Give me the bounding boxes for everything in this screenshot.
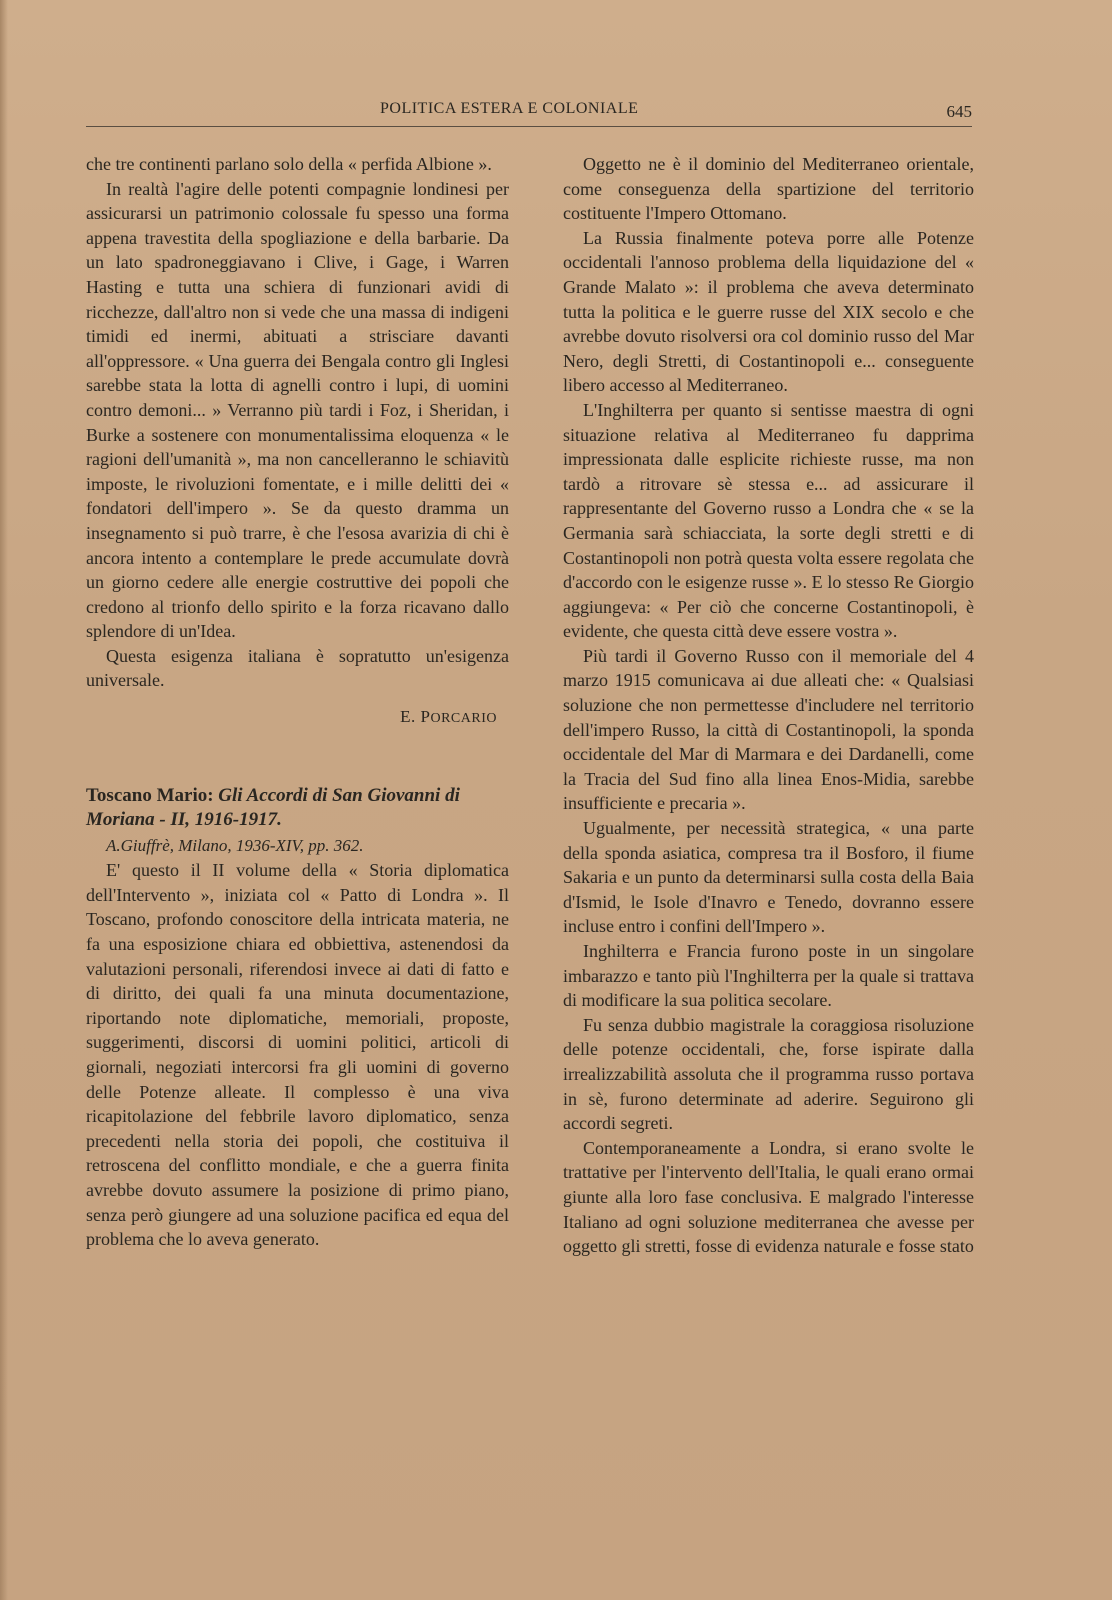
page-header bbox=[86, 100, 972, 130]
review-author: Toscano Mario: bbox=[86, 784, 219, 806]
review-title: Gli Accordi di San Giovanni di Moriana - II, 1916-1917. bbox=[86, 784, 460, 830]
review-publisher: A.Giuffrè, Milano, 1936-XIV, pp. 362. bbox=[106, 835, 364, 855]
paragraph: In realtà l'agire delle potenti compagnie londinesi per assicurarsi un patrimonio colossale fu spesso una forma appena travestita della spogliazione e della barbarie. Da un lato spadroneggiavano i Clive, i Gage, i Warren Hasting e tutta una schiera di funzionari avidi di ricchezze, dall'altro non si vede che una massa di indigeni timidi ed inermi, abituati a strisciare davanti all'oppressore. « Una guerra dei Bengala contro gli Inglesi sarebbe stata la lotta di agnelli contro i lupi, di uomini contro demoni... » Verranno più tardi i Foz, i Sheridan, i Burke a sostenere con monumentalissima eloquenza « le ragioni dell'umanità », ma non cancelleranno le schiavitù imposte, le rivoluzioni fomentate, e i mille delitti dei « fondatori dell'impero ». Se da questo dramma un insegnamento si può trarre, è che l'esosa avarizia di chi è ancora intento a contemplare le prede accumulate dovrà un giorno cedere alle energie costruttive dei popoli che credono al trionfo dello spirito e la forza ricavano dallo splendore di un'Idea. bbox=[86, 178, 509, 642]
paragraph: La Russia finalmente poteva porre alle Potenze occidentali l'annoso problema della liquidazione del « Grande Malato »: il problema che aveva determinato tutta la politica e le guerre russe del XIX secolo e che avrebbe dovuto risolversi ora col dominio russo del Mar Nero, degli Stretti, di Costantinopoli e... conseguente libero accesso al Mediterraneo. bbox=[563, 227, 974, 396]
review-heading bbox=[86, 784, 509, 832]
paragraph: Più tardi il Governo Russo con il memoriale del 4 marzo 1915 comunicava ai due alleati che: « Qualsiasi soluzione che non permettesse d'includere nel territorio dell'impero Russo, la città di Costantinopoli, la sponda occidentale del Mar di Marmara e dei Dardanelli, come la Tracia del Sud fino alla linea Enos-Midia, sarebbe insufficiente e precaria ». bbox=[563, 645, 974, 814]
page-edge bbox=[0, 0, 8, 1600]
header-rule bbox=[86, 126, 972, 127]
author-signature bbox=[86, 705, 509, 732]
signature-initial: E. P bbox=[400, 707, 431, 727]
left-column bbox=[86, 152, 509, 1252]
right-column bbox=[563, 152, 974, 1259]
signature-surname: ORCARIO bbox=[430, 711, 497, 727]
page-number: 645 bbox=[946, 102, 972, 121]
running-head: POLITICA ESTERA E COLONIALE bbox=[380, 100, 639, 117]
paragraph: Fu senza dubbio magistrale la coraggiosa risoluzione delle potenze occidentali, che, forse ispirate dalla irrealizzabilità assoluta che il programma russo portava in sè, furono determinate ad aderire. Seguirono gli accordi segreti. bbox=[563, 1014, 974, 1134]
paragraph: Inghilterra e Francia furono poste in un singolare imbarazzo e tanto più l'Inghilterra per la quale si trattava di modificare la sua politica secolare. bbox=[563, 941, 974, 1011]
paragraph: E' questo il II volume della « Storia diplomatica dell'Intervento », iniziata col « Patto di Londra ». Il Toscano, profondo conoscitore della intricata materia, ne fa una esposizione chiara ed obbiettiva, astenendosi da valutazioni personali, riferendosi invece ai dati di fatto e di diritto, dei quali fa una minuta documentazione, riportando note diplomatiche, memoriali, proposte, suggerimenti, discorsi di uomini politici, articoli di giornali, negoziati intercorsi fra gli uomini di governo delle Potenze alleate. Il complesso è una viva ricapitolazione del febbrile lavoro diplomatico, senza precedenti nella storia dei popoli, che costituiva il retroscena del conflitto mondiale, e che a guerra finita avrebbe dovuto assumere la posizione di primo piano, senza però giungere ad una soluzione pacifica ed equa del problema che lo aveva generato. bbox=[86, 860, 509, 1250]
paragraph: L'Inghilterra per quanto si sentisse maestra di ogni situazione relativa al Mediterraneo fu dapprima impressionata dalle esplicite richieste russe, ma non tardò a ritrovare sè stessa e... ad assicurare il rappresentante del Governo russo a Londra che « se la Germania sarà schiacciata, la sorte degli stretti e di Costantinopoli non potrà questa volta essere regolata che d'accordo con le esigenze russe ». E lo stesso Re Giorgio aggiungeva: « Per ciò che concerne Costantinopoli, è evidente, che questa città deve essere vostra ». bbox=[563, 399, 974, 642]
paragraph: Ugualmente, per necessità strategica, « una parte della sponda asiatica, compresa tra il Bosforo, il fiume Sakaria e un punto da determinarsi sulla costa della Baia d'Ismid, le Isole d'Inavro e Tenedo, dovranno essere incluse entro i confini dell'Impero ». bbox=[563, 818, 974, 937]
paragraph: Contemporaneamente a Londra, si erano svolte le trattative per l'intervento dell'Italia, le quali erano ormai giunte alla loro fase conclusiva. E malgrado l'interesse Italiano ad ogni soluzione mediterranea che avesse per oggetto gli stretti, fosse di evidenza naturale e fosse stato bbox=[563, 1137, 974, 1257]
review-publication bbox=[106, 834, 509, 859]
paragraph: Oggetto ne è il dominio del Mediterraneo orientale, come conseguenza della spartizione del territorio costituente l'Impero Ottomano. bbox=[563, 154, 974, 224]
paragraph: Questa esigenza italiana è sopratutto un'esigenza universale. bbox=[86, 645, 509, 691]
paragraph: che tre continenti parlano solo della « perfida Albione ». bbox=[86, 154, 492, 174]
